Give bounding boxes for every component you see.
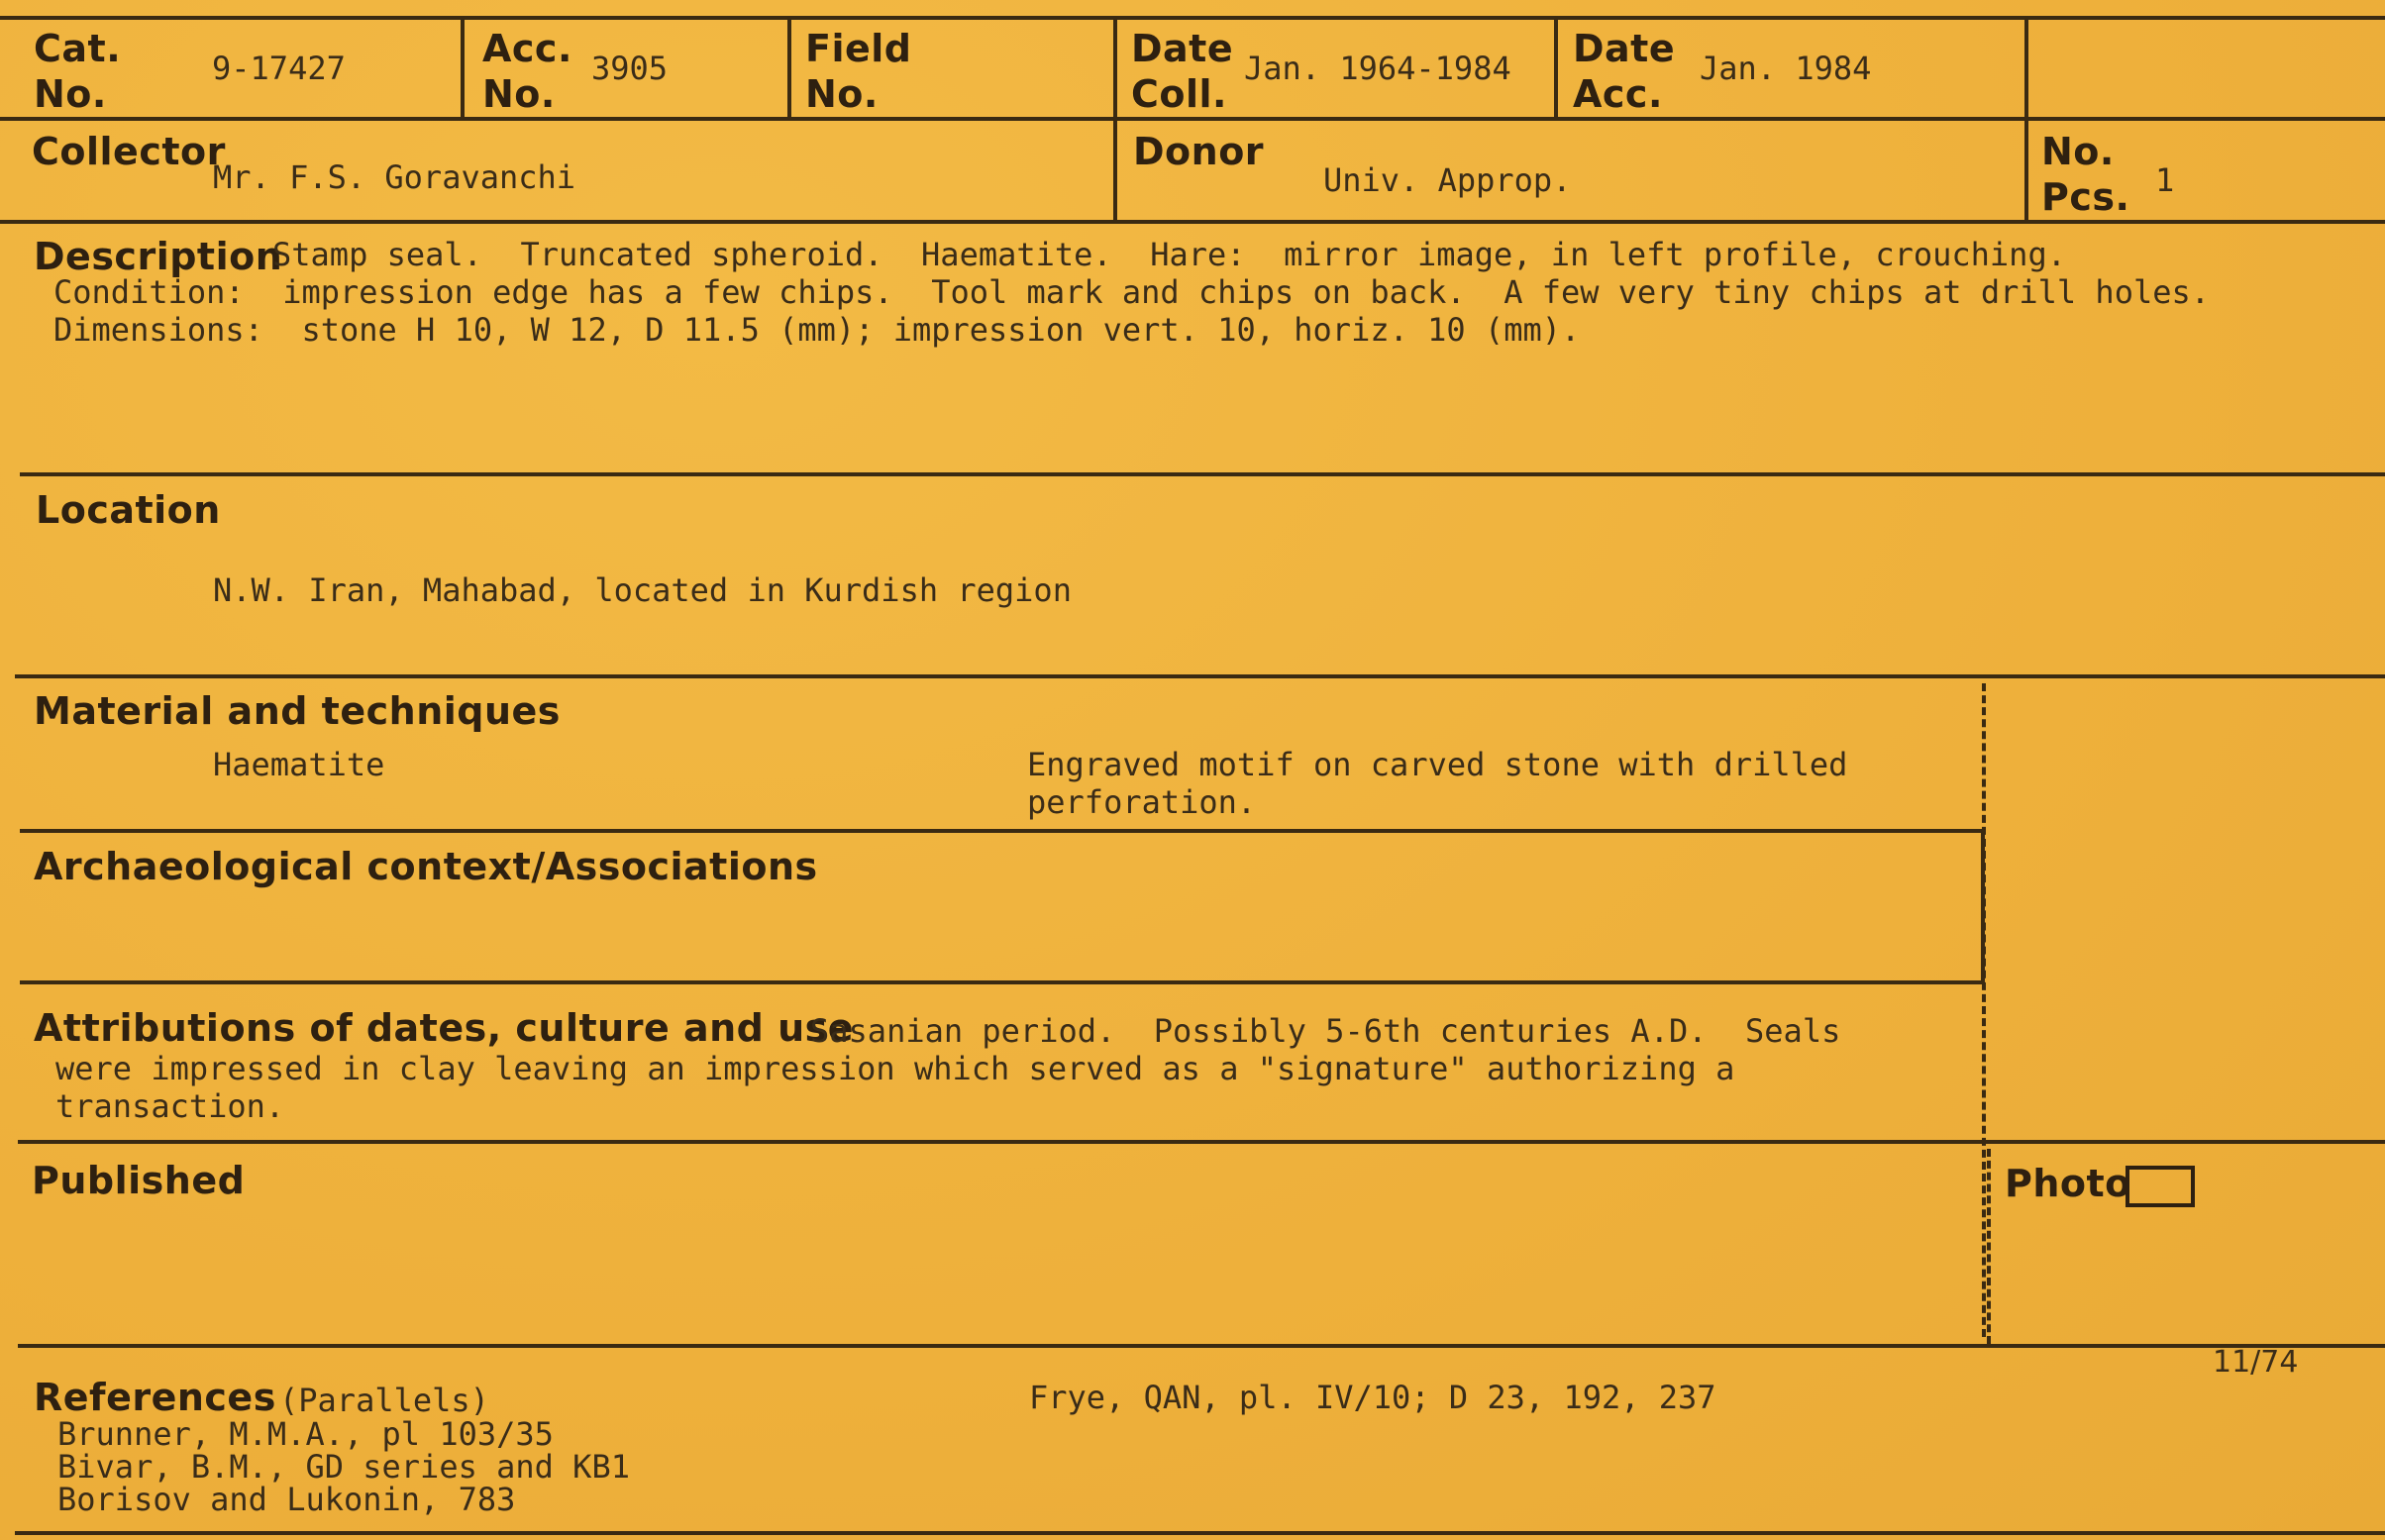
date-acc-label-2: Acc.: [1573, 72, 1663, 116]
location-value: N.W. Iran, Mahabad, located in Kurdish region: [213, 571, 1072, 609]
description-label: Description: [34, 235, 283, 278]
reference-right: Frye, QAN, pl. IV/10; D 23, 192, 237: [1029, 1379, 1716, 1416]
photo-label: Photo: [2005, 1162, 2131, 1205]
donor-value: Univ. Approp.: [1323, 161, 1572, 199]
date-coll-value: Jan. 1964-1984: [1244, 50, 1511, 87]
rule-v2: [787, 16, 791, 119]
location-label: Location: [36, 488, 221, 532]
acc-no-label-1: Acc.: [482, 27, 572, 70]
rule-v5: [2024, 16, 2028, 222]
rule-v3: [1113, 16, 1117, 222]
pcs-label-1: No.: [2041, 130, 2115, 173]
material-value: Haematite: [213, 746, 385, 783]
rule-dashed-right: [1982, 683, 1986, 1337]
rule-archaeological-bottom: [20, 980, 1985, 984]
field-no-label-1: Field: [805, 27, 912, 70]
cat-no-label-2: No.: [34, 72, 107, 116]
references-parallels: (Parallels): [279, 1382, 489, 1419]
cat-no-value: 9-17427: [212, 50, 346, 87]
date-acc-label-1: Date: [1573, 27, 1676, 70]
description-line-3: Dimensions: stone H 10, W 12, D 11.5 (mm); impression vert. 10, horiz. 10 (mm).: [53, 311, 1581, 349]
rule-card-bottom: [15, 1531, 2385, 1535]
rule-description-bottom: [20, 472, 2385, 476]
pcs-label-2: Pcs.: [2041, 175, 2130, 219]
pcs-value: 1: [2155, 161, 2175, 199]
attributions-line-2: were impressed in clay leaving an impression which served as a "signature" authorizing a: [55, 1050, 1735, 1087]
rule-v1: [461, 16, 465, 119]
archaeological-label: Archaeological context/Associations: [34, 845, 818, 888]
material-label: Material and techniques: [34, 689, 561, 733]
collector-value: Mr. F.S. Goravanchi: [213, 158, 576, 196]
rule-dashed-photo: [1987, 1149, 1991, 1344]
rule-location-bottom: [15, 674, 2385, 678]
reference-2: Bivar, B.M., GD series and KB1: [57, 1448, 630, 1486]
collector-label: Collector: [32, 130, 226, 173]
photo-checkbox[interactable]: [2126, 1166, 2195, 1207]
card-note: 11/74: [2213, 1345, 2299, 1380]
references-label: References: [34, 1376, 276, 1419]
rule-published-bottom: [18, 1344, 2385, 1348]
acc-no-label-2: No.: [482, 72, 556, 116]
description-line-1: Stamp seal. Truncated spheroid. Haematite. Hare: mirror image, in left profile, crouching.: [272, 236, 2066, 273]
rule-material-bottom: [20, 829, 1985, 833]
rule-v4: [1554, 16, 1558, 119]
field-no-label-2: No.: [805, 72, 879, 116]
donor-label: Donor: [1133, 130, 1265, 173]
cat-no-label-1: Cat.: [34, 27, 122, 70]
attributions-line-1: Sasanian period. Possibly 5-6th centuries A.D. Seals: [810, 1012, 1841, 1050]
reference-3: Borisov and Lukonin, 783: [57, 1481, 516, 1518]
rule-attributions-bottom: [18, 1140, 2385, 1144]
technique-line-2: perforation.: [1027, 783, 1257, 821]
reference-1: Brunner, M.M.A., pl 103/35: [57, 1415, 554, 1453]
technique-line-1: Engraved motif on carved stone with drilled: [1027, 746, 1848, 783]
date-acc-value: Jan. 1984: [1700, 50, 1872, 87]
attributions-label: Attributions of dates, culture and use: [34, 1006, 855, 1050]
attributions-line-3: transaction.: [55, 1087, 285, 1125]
date-coll-label-2: Coll.: [1131, 72, 1227, 116]
published-label: Published: [32, 1159, 246, 1202]
acc-no-value: 3905: [591, 50, 669, 87]
date-coll-label-1: Date: [1131, 27, 1234, 70]
description-line-2: Condition: impression edge has a few chips. Tool mark and chips on back. A few very tiny chips at drill holes.: [53, 273, 2211, 311]
